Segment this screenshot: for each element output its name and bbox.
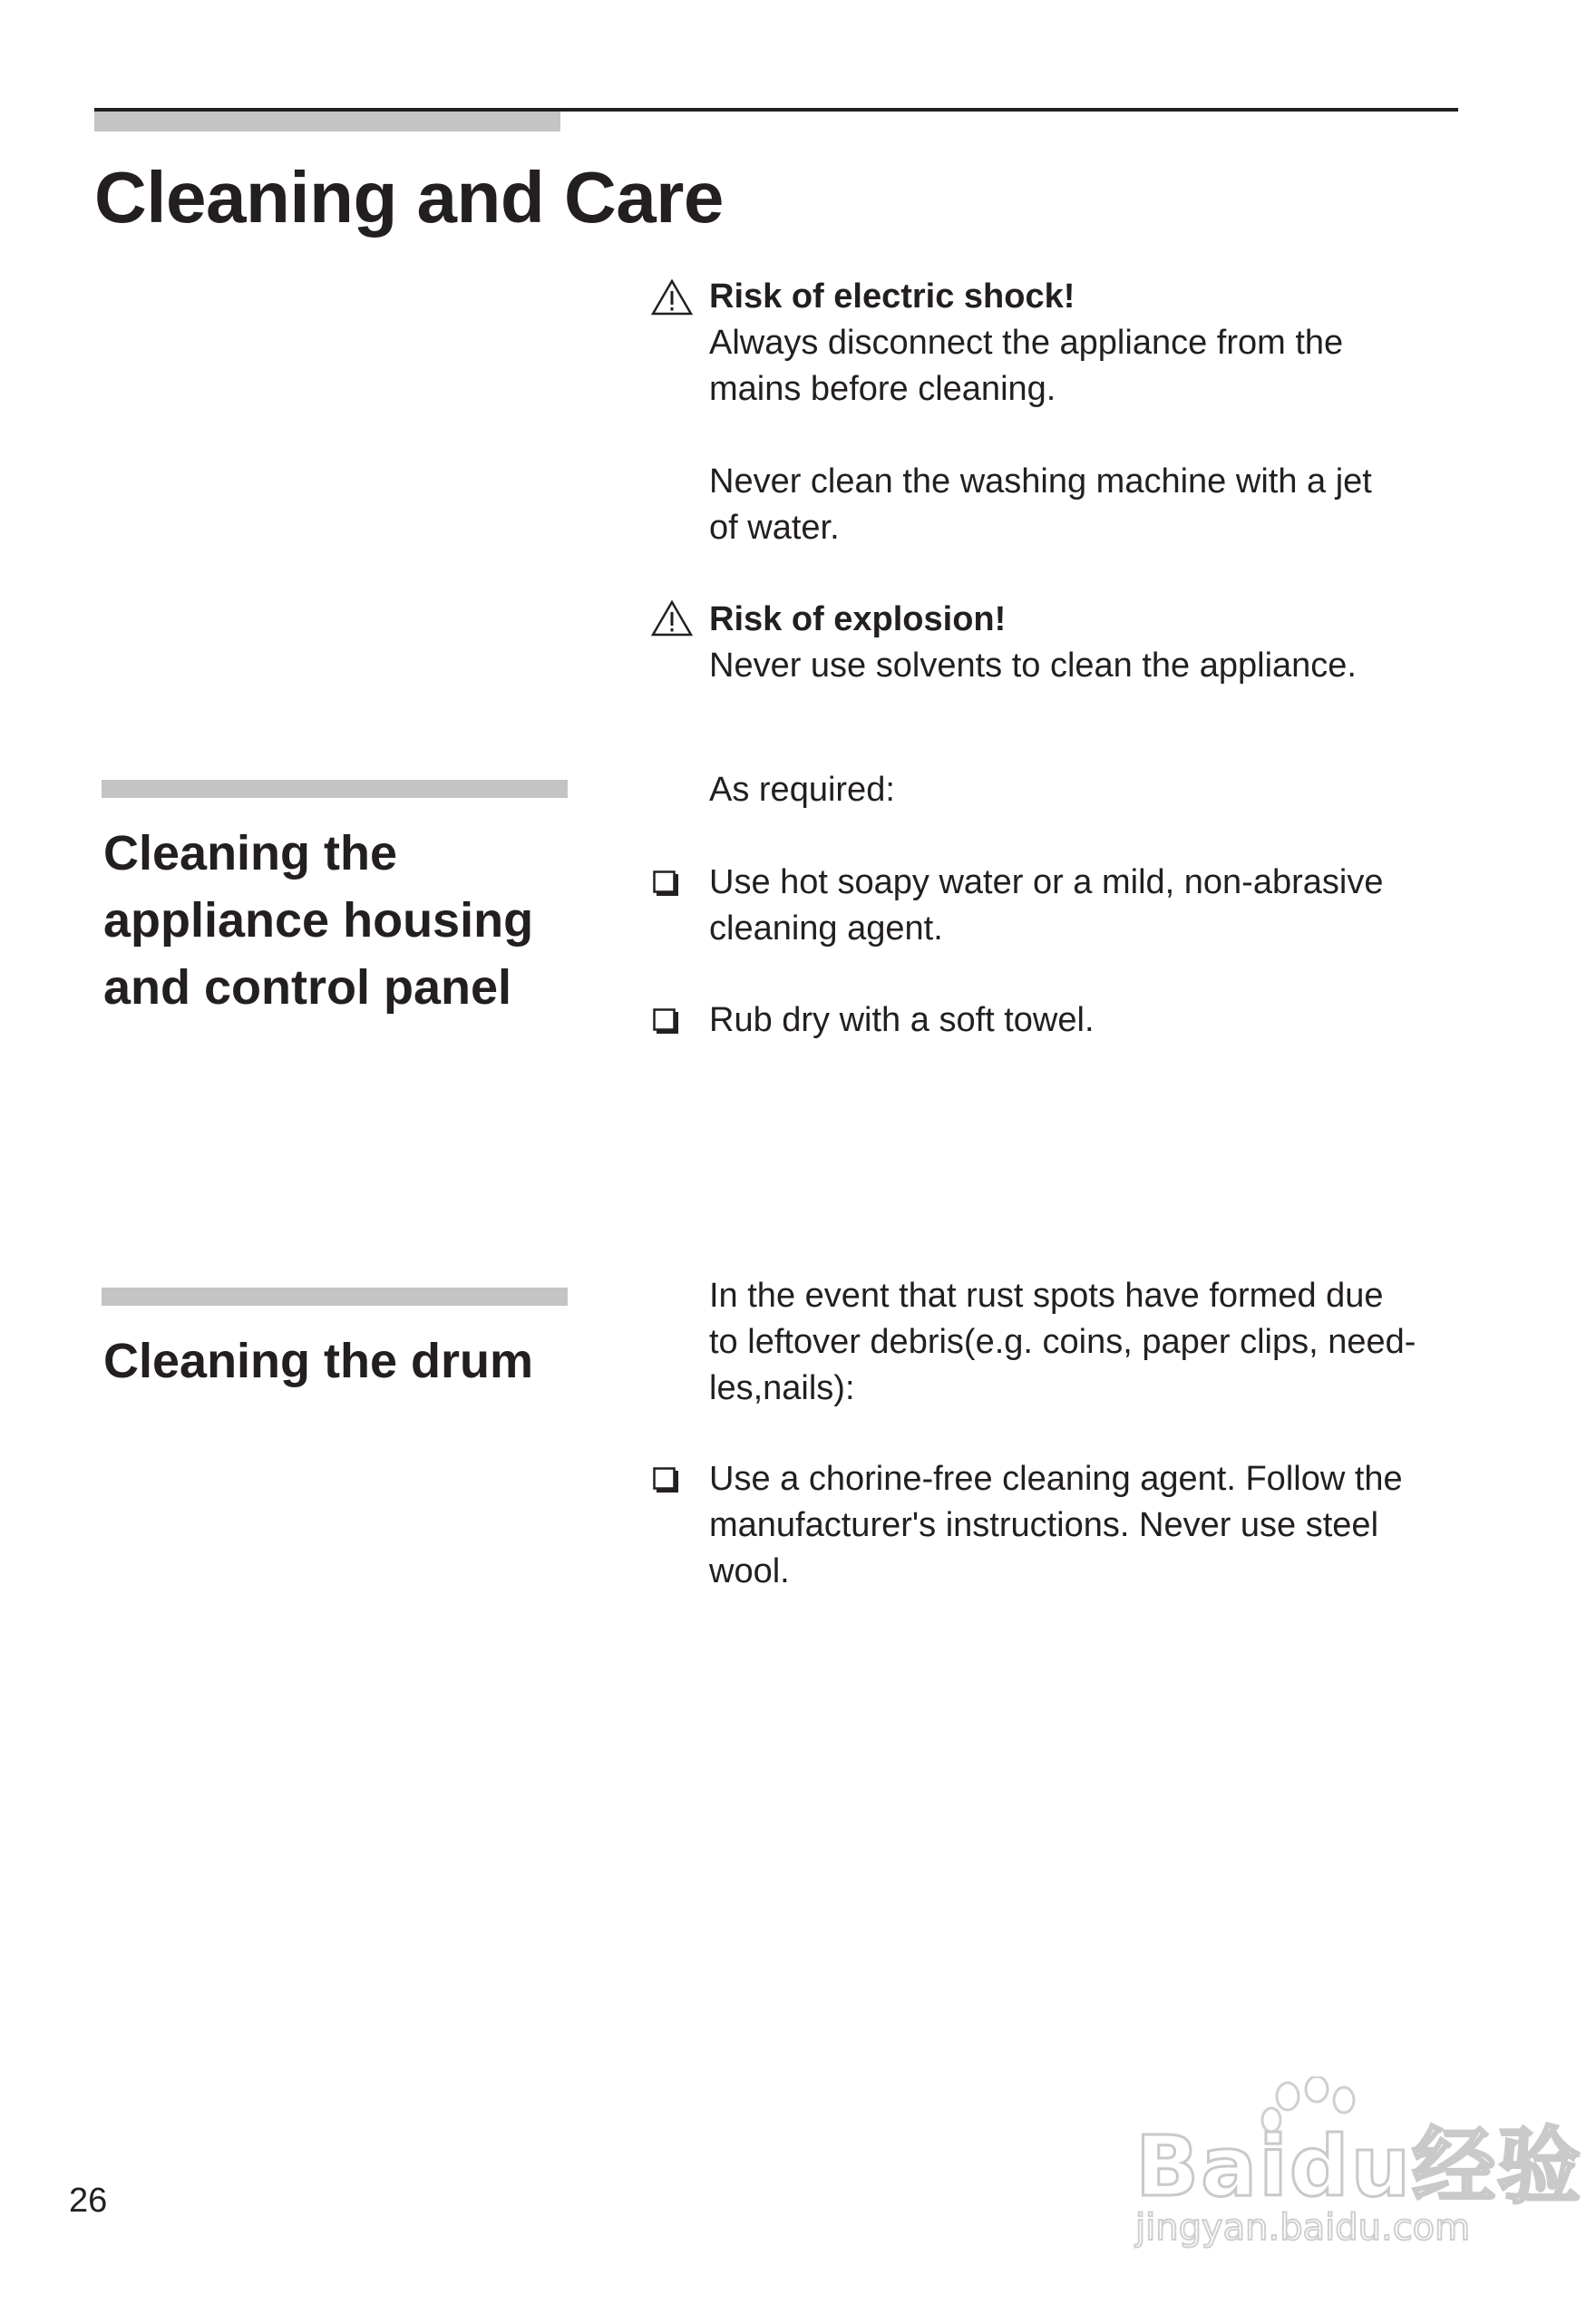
- section-intro: [709, 1273, 1489, 1412]
- warning-text-line: of water.: [709, 509, 840, 547]
- section-heading-line: appliance housing: [103, 893, 534, 948]
- section-heading-line: Cleaning the: [103, 826, 398, 880]
- list-item-line: Use a chorine-free cleaning agent. Follow the: [709, 1460, 1403, 1498]
- warning-text-line: mains before cleaning.: [709, 370, 1056, 408]
- checkbox-bullet-icon: [653, 1008, 680, 1035]
- warning-text-line: Always disconnect the appliance from the: [709, 324, 1344, 362]
- section-intro-line: to leftover debris(e.g. coins, paper clips, need-: [709, 1323, 1416, 1361]
- list-item-line: manufacturer's instructions. Never use steel: [709, 1506, 1379, 1544]
- list-item-line: Use hot soapy water or a mild, non-abrasive: [709, 863, 1384, 901]
- page-title: Cleaning and Care: [94, 157, 724, 238]
- checkbox-bullet-icon: [653, 1467, 680, 1494]
- page-number: 26: [69, 2182, 108, 2220]
- warning-text-line: Never clean the washing machine with a jet: [709, 462, 1372, 501]
- section-rule: [102, 780, 568, 798]
- warning-explosion: [709, 597, 1489, 689]
- list-item: [709, 860, 1489, 952]
- list-item-line: wool.: [709, 1552, 790, 1590]
- checkbox-bullet-icon: [653, 870, 680, 898]
- section-rule: [102, 1288, 568, 1306]
- warning-water-jet: [709, 459, 1489, 551]
- watermark-logo: Baidu经验: [1135, 2118, 1583, 2215]
- section-heading-line: and control panel: [103, 960, 512, 1015]
- section-intro: As required:: [709, 771, 895, 809]
- list-item: [709, 997, 1489, 1044]
- warning-title: Risk of electric shock!: [709, 277, 1075, 316]
- header-rule-accent: [94, 112, 560, 131]
- list-item: [709, 1456, 1489, 1595]
- section-intro-line: In the event that rust spots have formed due: [709, 1277, 1384, 1315]
- warning-electric-shock: [709, 274, 1489, 413]
- section-heading-drum: [103, 1327, 593, 1395]
- section-heading-line: Cleaning the drum: [103, 1334, 534, 1388]
- list-item-line: Rub dry with a soft towel.: [709, 1001, 1095, 1039]
- warning-text-line: Never use solvents to clean the appliance.: [709, 647, 1357, 685]
- warning-title: Risk of explosion!: [709, 600, 1007, 638]
- section-intro-line: les,nails):: [709, 1369, 855, 1407]
- warning-triangle-icon: [651, 279, 693, 316]
- section-heading-housing: [103, 820, 593, 1021]
- list-item-line: cleaning agent.: [709, 909, 943, 948]
- watermark-url: jingyan.baidu.com: [1135, 2207, 1471, 2249]
- warning-triangle-icon: [651, 600, 693, 637]
